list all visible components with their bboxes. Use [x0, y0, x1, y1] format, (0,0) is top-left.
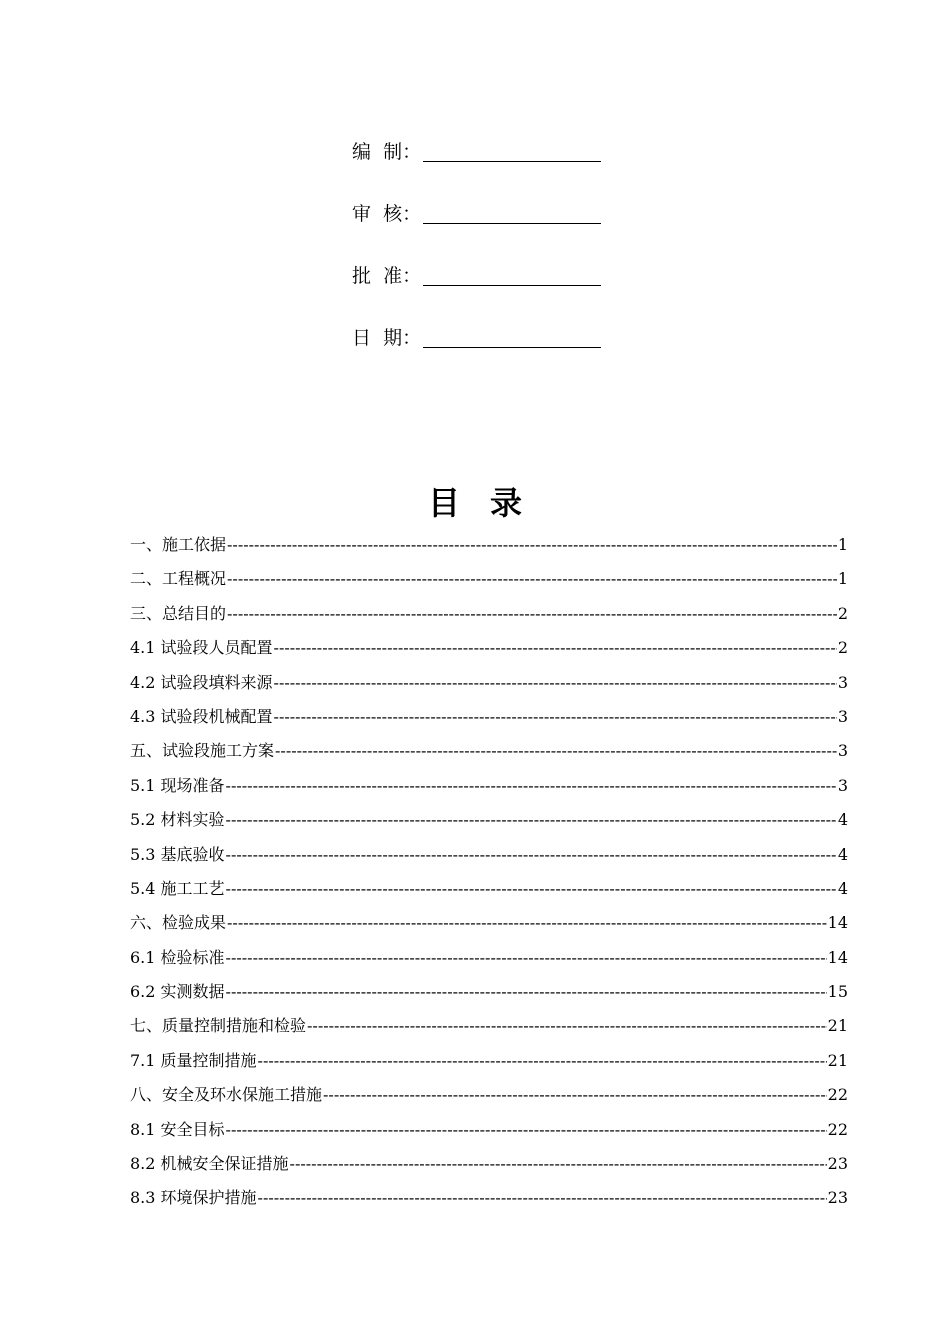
toc-dot-leader — [227, 567, 837, 591]
table-of-contents — [130, 533, 848, 1221]
toc-entry[interactable] — [130, 1049, 848, 1083]
signoff-line-reviewed[interactable] — [423, 223, 601, 224]
toc-entry-page-number: 3 — [837, 775, 848, 795]
signoff-label-approved: 批 准： — [352, 265, 422, 287]
toc-entry-label: 六、检验成果 — [130, 913, 227, 933]
toc-entry-page-number: 3 — [837, 706, 848, 726]
toc-entry[interactable] — [130, 808, 848, 842]
toc-entry-label: 七、质量控制措施和检验 — [130, 1016, 307, 1036]
toc-entry-label: 5.1 现场准备 — [130, 775, 225, 795]
toc-dot-leader — [226, 980, 827, 1004]
toc-dot-leader — [258, 1049, 827, 1073]
toc-entry-label: 6.1 检验标准 — [130, 947, 225, 967]
toc-entry[interactable] — [130, 567, 848, 601]
toc-dot-leader — [323, 1083, 827, 1107]
signoff-block — [352, 132, 622, 380]
toc-entry-page-number: 15 — [827, 982, 848, 1002]
toc-entry[interactable] — [130, 946, 848, 980]
toc-entry-page-number: 4 — [837, 810, 848, 830]
toc-entry-label: 二、工程概况 — [130, 569, 227, 589]
toc-entry-label: 4.1 试验段人员配置 — [130, 638, 273, 658]
toc-entry[interactable] — [130, 843, 848, 877]
toc-entry-label: 八、安全及环水保施工措施 — [130, 1085, 323, 1105]
signoff-line-compiled[interactable] — [423, 161, 601, 162]
toc-dot-leader — [226, 808, 837, 832]
toc-dot-leader — [274, 671, 837, 695]
toc-entry[interactable] — [130, 1014, 848, 1048]
toc-entry[interactable] — [130, 1083, 848, 1117]
toc-entry-page-number: 14 — [827, 913, 848, 933]
toc-dot-leader — [226, 1118, 827, 1142]
signoff-label-compiled: 编 制： — [352, 141, 422, 163]
toc-entry[interactable] — [130, 705, 848, 739]
toc-entry-page-number: 14 — [827, 947, 848, 967]
toc-entry-label: 8.2 机械安全保证措施 — [130, 1154, 289, 1174]
toc-entry-page-number: 22 — [827, 1085, 848, 1105]
toc-entry[interactable] — [130, 602, 848, 636]
toc-dot-leader — [226, 946, 827, 970]
toc-dot-leader — [227, 911, 827, 935]
toc-entry[interactable] — [130, 533, 848, 567]
toc-entry[interactable] — [130, 636, 848, 670]
toc-dot-leader — [290, 1152, 827, 1176]
toc-dot-leader — [275, 739, 837, 763]
toc-entry-label: 6.2 实测数据 — [130, 982, 225, 1002]
toc-entry-label: 三、总结目的 — [130, 603, 227, 623]
toc-entry-label: 4.2 试验段填料来源 — [130, 672, 273, 692]
toc-entry-label: 8.1 安全目标 — [130, 1119, 225, 1139]
toc-entry-page-number: 22 — [827, 1119, 848, 1139]
toc-entry-page-number: 4 — [837, 878, 848, 898]
toc-dot-leader — [226, 843, 837, 867]
toc-entry-page-number: 21 — [827, 1050, 848, 1070]
toc-entry[interactable] — [130, 980, 848, 1014]
toc-entry-label: 8.3 环境保护措施 — [130, 1188, 257, 1208]
toc-entry-page-number: 23 — [827, 1188, 848, 1208]
toc-entry-page-number: 21 — [827, 1016, 848, 1036]
toc-dot-leader — [227, 533, 837, 557]
toc-entry-label: 5.2 材料实验 — [130, 810, 225, 830]
toc-dot-leader — [226, 774, 837, 798]
toc-dot-leader — [226, 877, 837, 901]
toc-entry-page-number: 1 — [837, 535, 848, 554]
toc-entry[interactable] — [130, 671, 848, 705]
toc-title: 目录 — [427, 484, 552, 522]
toc-entry-label: 一、施工依据 — [130, 535, 227, 554]
toc-entry[interactable] — [130, 1118, 848, 1152]
toc-entry[interactable] — [130, 911, 848, 945]
signoff-row-reviewed — [352, 194, 622, 226]
toc-entry-page-number: 4 — [837, 844, 848, 864]
toc-entry-page-number: 3 — [837, 741, 848, 761]
toc-entry[interactable] — [130, 739, 848, 773]
toc-entry-label: 7.1 质量控制措施 — [130, 1050, 257, 1070]
signoff-label-date: 日 期： — [352, 327, 422, 349]
signoff-line-approved[interactable] — [423, 285, 601, 286]
signoff-row-compiled — [352, 132, 622, 164]
toc-dot-leader — [274, 636, 837, 660]
toc-entry[interactable] — [130, 1152, 848, 1186]
toc-entry-label: 五、试验段施工方案 — [130, 741, 275, 761]
toc-dot-leader — [227, 602, 837, 626]
toc-entry-label: 5.3 基底验收 — [130, 844, 225, 864]
toc-entry[interactable] — [130, 1186, 848, 1220]
signoff-row-date — [352, 318, 622, 350]
toc-dot-leader — [258, 1186, 827, 1210]
toc-dot-leader — [274, 705, 837, 729]
signoff-line-date[interactable] — [423, 347, 601, 348]
toc-entry-page-number: 2 — [837, 638, 848, 658]
toc-entry-page-number: 3 — [837, 672, 848, 692]
toc-entry-page-number: 1 — [837, 569, 848, 589]
toc-entry-label: 4.3 试验段机械配置 — [130, 706, 273, 726]
signoff-row-approved — [352, 256, 622, 288]
toc-dot-leader — [307, 1014, 827, 1038]
toc-entry-page-number: 23 — [827, 1154, 848, 1174]
toc-entry-page-number: 2 — [837, 603, 848, 623]
toc-entry-label: 5.4 施工工艺 — [130, 878, 225, 898]
toc-entry[interactable] — [130, 774, 848, 808]
signoff-label-reviewed: 审 核： — [352, 203, 422, 225]
toc-entry[interactable] — [130, 877, 848, 911]
